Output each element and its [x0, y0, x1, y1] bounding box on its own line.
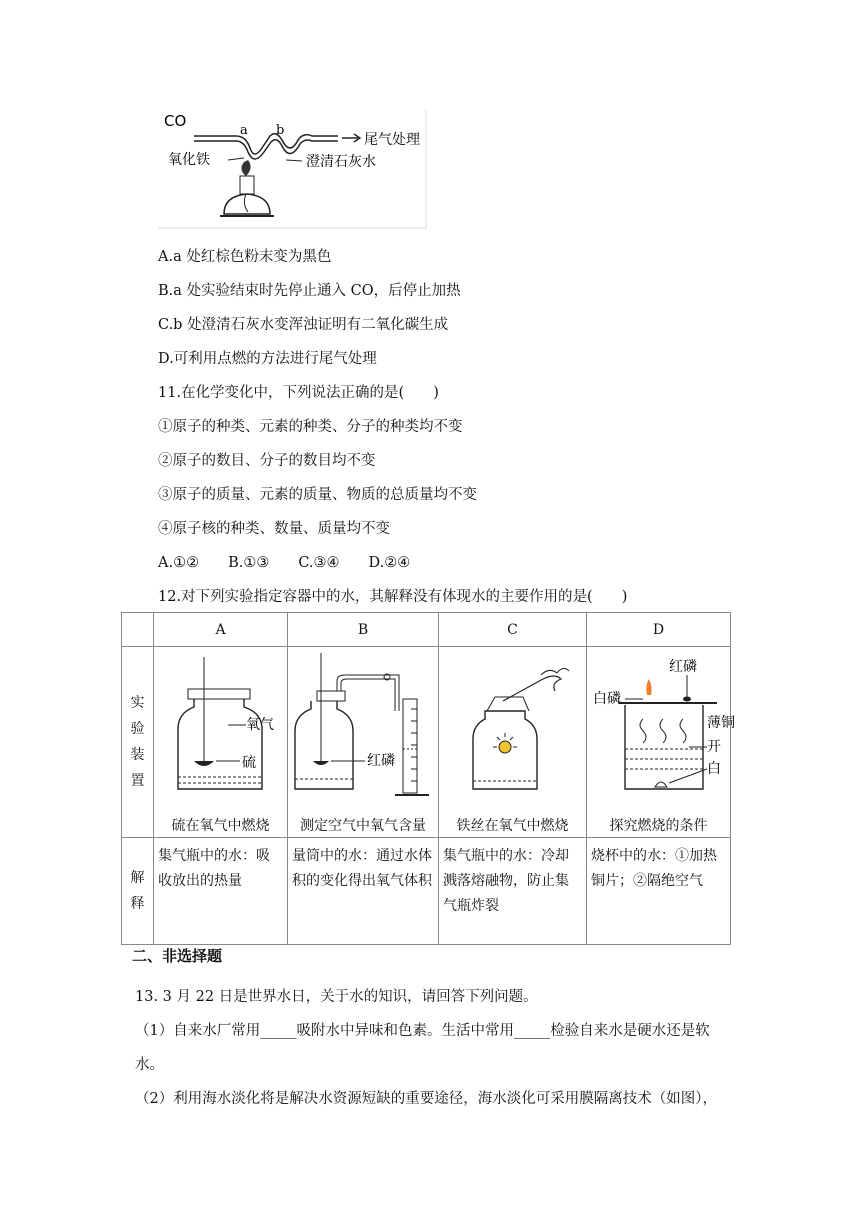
- header-c: C: [439, 613, 587, 647]
- apparatus-b: [288, 647, 439, 838]
- copper-sheet-label: 薄铜: [706, 715, 735, 731]
- q13-part2: （2）利用海水淡化将是解决水资源短缺的重要途径，海水淡化可采用膜隔离技术（如图），: [135, 1091, 717, 1107]
- q11-options: A.①② B.①③ C.③④ D.②④: [158, 555, 411, 571]
- apparatus-a: [154, 647, 288, 838]
- experiment-table: [121, 612, 735, 945]
- option-10b: B.a 处实验结束时先停止通入 CO，后停止加热: [158, 283, 461, 299]
- q11-item-2: ②原子的数目、分子的数目均不变: [158, 453, 376, 469]
- option-10d: D.可利用点燃的方法进行尾气处理: [158, 351, 377, 367]
- tail-gas-label: 尾气处理: [364, 132, 420, 148]
- header-d: D: [587, 613, 731, 647]
- co-label: CO: [164, 112, 187, 130]
- explanation-d: 烧杯中的水：①加热铜片；②隔绝空气: [587, 838, 731, 945]
- option-10c: C.b 处澄清石灰水变浑浊证明有二氧化碳生成: [158, 317, 449, 333]
- combustion-conditions-figure: [589, 649, 735, 809]
- q11-stem: 11.在化学变化中，下列说法正确的是( ): [158, 385, 439, 401]
- sulfur-label: 硫: [242, 755, 256, 771]
- caption-d: 探究燃烧的条件: [609, 818, 708, 834]
- header-a: A: [154, 613, 288, 647]
- row-label-apparatus: 实 验 装 置: [122, 647, 154, 838]
- corner-cell: [122, 613, 154, 647]
- section-heading: 二、非选择题: [132, 947, 223, 965]
- q11-item-4: ④原子核的种类、数量、质量均不变: [158, 521, 390, 537]
- caption-c: 铁丝在氧气中燃烧: [456, 818, 569, 834]
- iron-wire-figure: [443, 649, 583, 809]
- explanation-c: 集气瓶中的水：冷却溅落熔融物，防止集气瓶炸裂: [439, 838, 587, 945]
- q12-stem: 12.对下列实验指定容器中的水，其解释没有体现水的主要作用的是( ): [158, 589, 628, 605]
- option-10a: A.a 处红棕色粉末变为黑色: [158, 249, 332, 265]
- row-label-explanation: 解 释: [122, 838, 154, 945]
- oxygen-label: 氧气: [246, 717, 274, 733]
- oxygen-content-figure: [291, 649, 436, 809]
- co-reduction-apparatus: [158, 110, 428, 230]
- header-b: B: [288, 613, 439, 647]
- white-phosphorus-label: 白磷: [592, 691, 621, 707]
- caption-b: 测定空气中氧气含量: [300, 818, 426, 834]
- apparatus-c: [439, 647, 587, 838]
- iron-oxide-label: 氧化铁: [168, 152, 210, 168]
- apparatus-d: [587, 647, 735, 838]
- q11-item-1: ①原子的种类、元素的种类、分子的种类均不变: [158, 419, 463, 435]
- q13-part1: （1）自来水厂常用_____吸附水中异味和色素。生活中常用_____检验自来水是硬水还是软水。: [135, 1023, 710, 1073]
- white-label: 白: [706, 761, 721, 777]
- caption-a: 硫在氧气中燃烧: [171, 818, 270, 834]
- q11-item-3: ③原子的质量、元素的质量、物质的总质量均不变: [158, 487, 477, 503]
- sulfur-burning-figure: [158, 649, 283, 809]
- explanation-b: 量筒中的水：通过水体积的变化得出氧气体积: [288, 838, 439, 945]
- limewater-label: 澄清石灰水: [306, 154, 376, 170]
- open-label: 开: [706, 739, 721, 755]
- q13-stem: 13. 3 月 22 日是世界水日，关于水的知识，请回答下列问题。: [135, 989, 538, 1005]
- label-a: a: [240, 123, 248, 138]
- red-phosphorus-label-b: 红磷: [366, 753, 395, 769]
- label-b: b: [276, 123, 285, 138]
- explanation-a: 集气瓶中的水：吸收放出的热量: [154, 838, 288, 945]
- red-phosphorus-label-d: 红磷: [668, 659, 697, 675]
